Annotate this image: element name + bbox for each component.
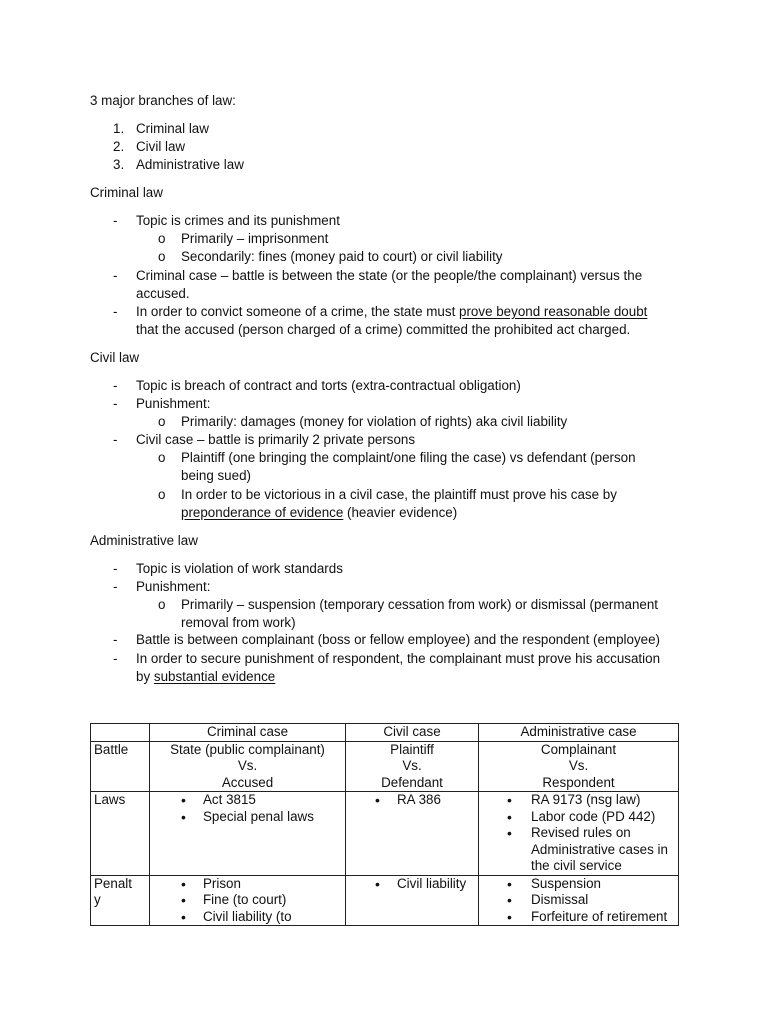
list-item: • Fine (to court) [153, 892, 342, 909]
o-bullet: o [158, 450, 166, 465]
dash-bullet: - [113, 579, 118, 594]
table-header-row [91, 724, 679, 742]
table-row-battle [91, 741, 679, 792]
list-item: • Suspension [482, 876, 675, 893]
cell-line: Vs. [568, 758, 589, 773]
o-bullet: o [158, 249, 166, 264]
intro-heading: 3 major branches of law: [90, 93, 236, 108]
dash-bullet: - [113, 432, 118, 447]
header-criminal-case: Criminal case [150, 724, 346, 742]
criminal-primarily: Primarily – imprisonment [181, 231, 329, 246]
laws-civil-cell [346, 792, 479, 876]
criminal-law-heading: Criminal law [90, 185, 163, 200]
criminal-case-line2: accused. [136, 286, 190, 301]
list-item: • Civil liability (to [153, 909, 342, 926]
criminal-secondarily: Secondarily: fines (money paid to court) or civil liability [181, 249, 503, 264]
dash-bullet: - [113, 632, 118, 647]
row-label-laws: Laws [91, 792, 150, 876]
table-row-penalty [91, 875, 679, 926]
criminal-convict-line1 [136, 303, 647, 321]
list-item: • Labor code (PD 442) [482, 809, 675, 826]
civil-plaintiff-line2: being sued) [181, 468, 251, 483]
laws-criminal-cell [150, 792, 346, 876]
list-item: • RA 9173 (nsg law) [482, 792, 675, 809]
criminal-case-line1: Criminal case – battle is between the state (or the people/the complainant) versus the [136, 268, 643, 283]
civil-plaintiff-line1: Plaintiff (one bringing the complaint/one filing the case) vs defendant (person [181, 450, 636, 465]
cell-line: Vs. [237, 758, 258, 773]
branch-criminal: Criminal law [136, 121, 209, 136]
dash-bullet: - [113, 213, 118, 228]
cell-line: Complainant [540, 741, 617, 757]
convict-underlined: prove beyond reasonable doubt [459, 304, 648, 319]
dash-bullet: - [113, 561, 118, 576]
admin-battle: Battle is between complainant (boss or fellow employee) and the respondent (employee) [136, 632, 661, 647]
list-item: • Forfeiture of retirement [482, 909, 675, 926]
header-civil-case: Civil case [346, 724, 479, 742]
cell-line: Plaintiff [390, 741, 434, 757]
cell-line: Vs. [402, 758, 422, 773]
civil-case: Civil case – battle is primarily 2 private persons [136, 432, 416, 447]
dash-bullet: - [113, 378, 118, 393]
branch-administrative: Administrative law [136, 157, 244, 172]
cell-line: Respondent [542, 774, 615, 790]
victorious-tail: (heavier evidence) [343, 505, 458, 520]
table-corner-cell [91, 724, 150, 742]
cell-line: Accused [221, 774, 274, 790]
cell-line: Defendant [381, 774, 443, 790]
table-row-laws [91, 792, 679, 876]
list-item: • Special penal laws [153, 809, 342, 826]
civil-victorious-line1: In order to be victorious in a civil case, the plaintiff must prove his case by [181, 487, 617, 502]
battle-admin-cell [479, 741, 679, 792]
penalty-civil-cell [346, 875, 479, 926]
comparison-table [90, 723, 679, 926]
civil-law-heading: Civil law [90, 350, 140, 365]
admin-secure-line2 [136, 668, 275, 686]
list-item: • Dismissal [482, 892, 675, 909]
penalty-admin-cell [479, 875, 679, 926]
cell-line: State (public complainant) [170, 741, 325, 757]
admin-secure-line1: In order to secure punishment of respondent, the complainant must prove his accusation [136, 651, 661, 666]
laws-admin-cell [479, 792, 679, 876]
dash-bullet: - [113, 651, 118, 666]
list-item: • RA 386 [349, 792, 475, 809]
battle-civil-cell [346, 741, 479, 792]
o-bullet: o [158, 597, 166, 612]
row-label-penalty [91, 875, 150, 926]
admin-punishment: Punishment: [136, 579, 211, 594]
criminal-convict-line2: that the accused (person charged of a crime) committed the prohibited act charged. [136, 322, 631, 337]
list-item: • Revised rules on Administrative cases in the civil service [482, 825, 675, 875]
branch-number: 2. [113, 139, 125, 154]
dash-bullet: - [113, 396, 118, 411]
battle-criminal-cell [150, 741, 346, 792]
civil-punishment: Punishment: [136, 396, 211, 411]
penalty-criminal-cell [150, 875, 346, 926]
admin-primarily-line1: Primarily – suspension (temporary cessation from work) or dismissal (permanent [181, 597, 659, 612]
substantial-evidence-underlined: substantial evidence [153, 669, 276, 684]
branch-number: 1. [113, 121, 125, 136]
admin-primarily-line2: removal from work) [181, 615, 296, 630]
admin-topic: Topic is violation of work standards [136, 561, 343, 576]
dash-bullet: - [113, 304, 118, 319]
convict-text: In order to convict someone of a crime, the state must [136, 304, 460, 319]
dash-bullet: - [113, 268, 118, 283]
civil-topic: Topic is breach of contract and torts (extra-contractual obligation) [136, 378, 521, 393]
admin-law-heading: Administrative law [90, 533, 198, 548]
list-item: • Act 3815 [153, 792, 342, 809]
o-bullet: o [158, 414, 166, 429]
secure-text: by [136, 669, 154, 684]
criminal-topic: Topic is crimes and its punishment [136, 213, 340, 228]
list-item: • Civil liability [349, 876, 475, 893]
branch-number: 3. [113, 157, 125, 172]
civil-victorious-line2 [181, 504, 457, 522]
branch-civil: Civil law [136, 139, 186, 154]
civil-primarily: Primarily: damages (money for violation of rights) aka civil liability [181, 414, 568, 429]
cell-line: Penalt [94, 875, 132, 891]
o-bullet: o [158, 231, 166, 246]
list-item: • Prison [153, 876, 342, 893]
header-admin-case: Administrative case [479, 724, 679, 742]
row-label-battle: Battle [91, 741, 150, 792]
cell-line: y [94, 892, 101, 907]
o-bullet: o [158, 487, 166, 502]
preponderance-underlined: preponderance of evidence [181, 505, 344, 520]
